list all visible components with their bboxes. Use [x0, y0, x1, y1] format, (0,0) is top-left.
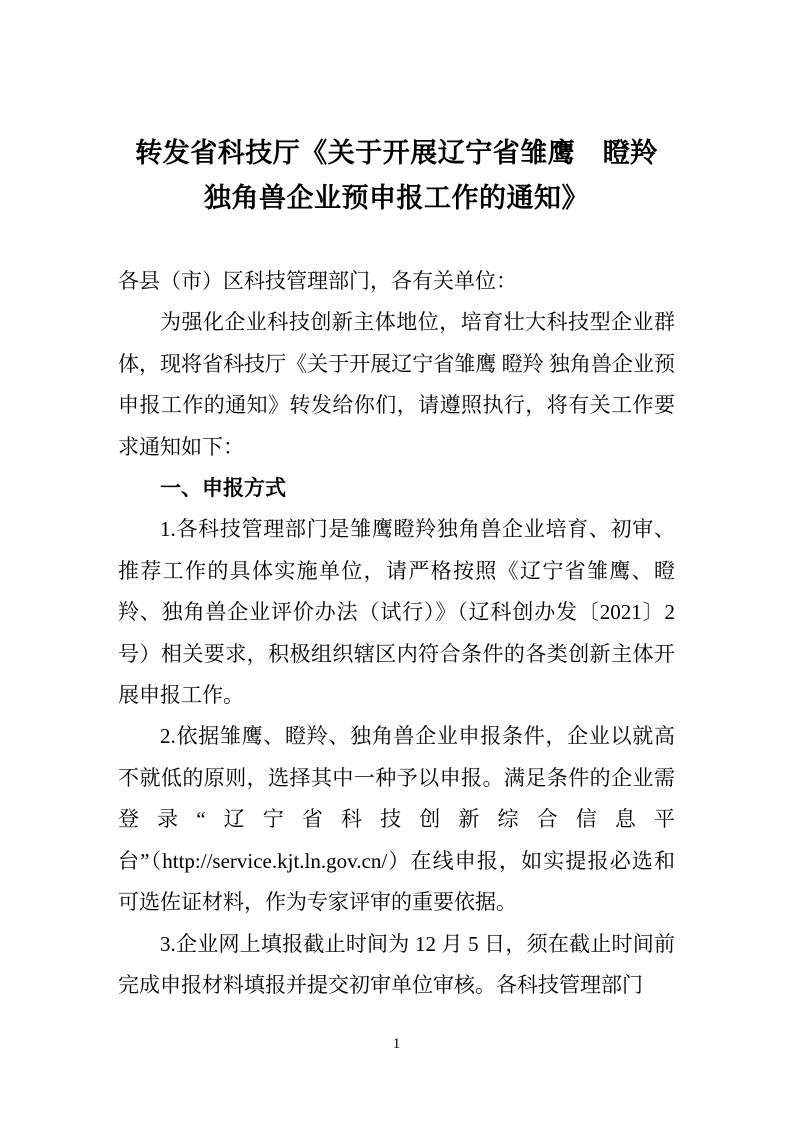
- section1-item-1: 1.各科技管理部门是雏鹰瞪羚独角兽企业培育、初审、推荐工作的具体实施单位，请严格按照《辽宁省雏鹰、瞪羚、独角兽企业评价办法（试行）》（辽科创办发〔2021〕2 号）相关要求，积极组织辖区内符合条件的各类创新主体开展申报工作。: [118, 517, 675, 708]
- salutation-line: 各县（市）区科技管理部门，各有关单位：: [118, 269, 517, 293]
- document-title: [118, 131, 675, 221]
- title-line-1: 转发省科技厅《关于开展辽宁省雏鹰 瞪羚: [135, 138, 658, 168]
- page-number: 1: [392, 1036, 401, 1052]
- section-heading-application-method: 一、申报方式: [160, 477, 286, 501]
- section1-item-2: 2.依据雏鹰、瞪羚、独角兽企业申报条件，企业以就高不就低的原则，选择其中一种予以申报。满足条件的企业需登录“辽宁省科技创新综合信息平台”（http://service.kjt.ln.gov.cn/）在线申报，如实提报必选和可选佐证材料，作为专家评审的重要依据。: [118, 724, 675, 915]
- document-content: [118, 0, 675, 1006]
- intro-paragraph: 为强化企业科技创新主体地位，培育壮大科技型企业群体，现将省科技厅《关于开展辽宁省雏鹰 瞪羚 独角兽企业预申报工作的通知》转发给你们，请遵照执行，将有关工作要求通知如下：: [118, 310, 675, 459]
- title-line-2: 独角兽企业预申报工作的通知》: [204, 183, 589, 213]
- section1-item-3: 3.企业网上填报截止时间为 12 月 5 日，须在截止时间前完成申报材料填报并提交初审单位审核。各科技管理部门: [118, 931, 675, 997]
- document-body: [118, 261, 675, 1006]
